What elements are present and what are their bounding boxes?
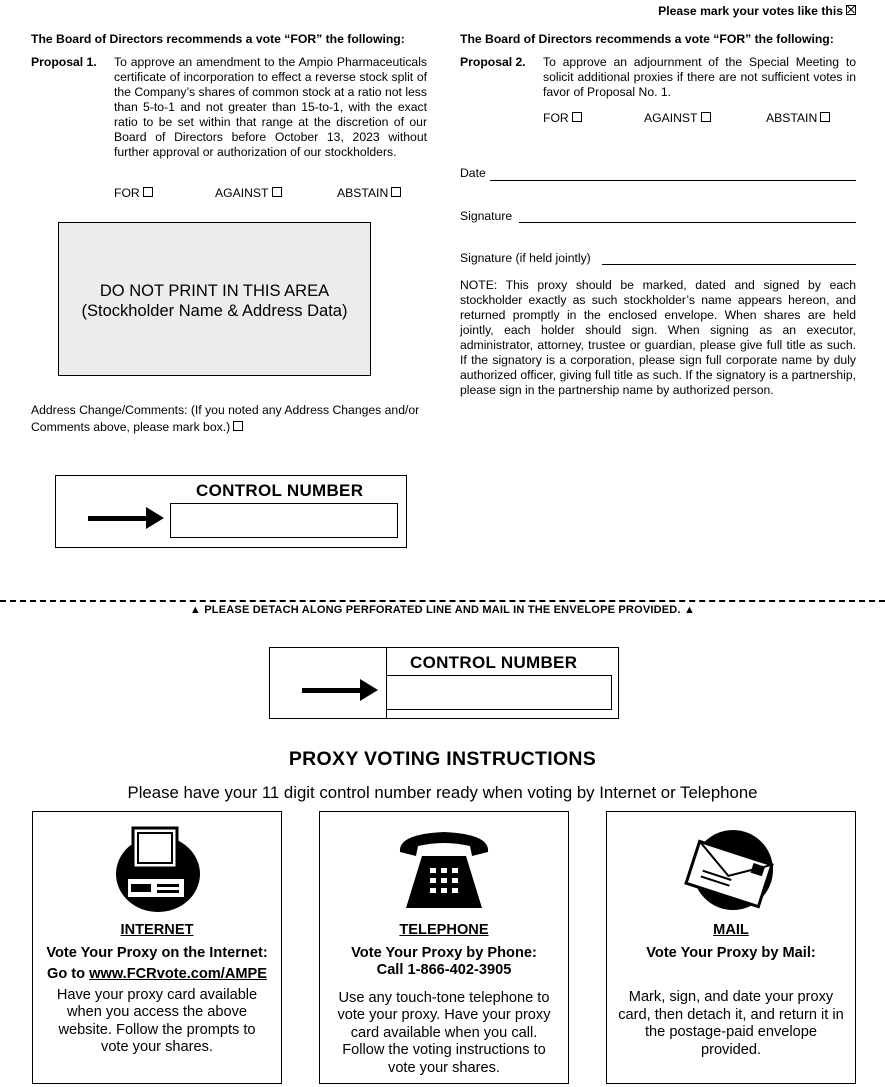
mail-line1: Vote Your Proxy by Mail: [646,944,816,961]
telephone-icon [320,824,568,904]
address-change-checkbox[interactable] [233,421,243,431]
control-number-field[interactable] [170,503,398,538]
date-line[interactable] [490,180,856,181]
proposal-2-abstain-option[interactable] [766,111,830,126]
control-number-card-top [55,475,407,548]
internet-body: Have your proxy card available when you access the above website. Follow the prompts to vote your shares. [56,986,258,1055]
proposal-1-for-label: FOR [114,186,140,200]
proposal-2-against-option[interactable] [644,111,711,126]
internet-line2 [33,966,281,984]
proposal-2-for-checkbox[interactable] [572,112,582,122]
proposal-1-against-option[interactable] [215,186,282,201]
proposal-2-against-checkbox[interactable] [701,112,711,122]
internet-heading: INTERNET [120,922,194,938]
mail-voting-box [606,811,856,1084]
arrow-right-icon [146,507,164,529]
mail-body: Mark, sign, and date your proxy card, then detach it, and return it in the postage-paid envelope provided. [618,989,844,1058]
address-change-text: Address Change/Comments: (If you noted any Address Changes and/or Comments above, please mark box.) [31,403,420,434]
proposal-2-for-label: FOR [543,111,569,125]
proposal-1-for-option[interactable] [114,186,153,201]
signature-line[interactable] [519,222,856,223]
telephone-heading: TELEPHONE [399,922,489,938]
envelope-icon [607,824,855,904]
proposal-2-label: Proposal 2. [460,55,526,69]
arrow-right-icon-bottom [360,679,378,701]
control-number-label-bottom: CONTROL NUMBER [410,653,578,672]
control-number-card-bottom [269,647,619,719]
proposal-2-abstain-checkbox[interactable] [820,112,830,122]
left-board-recommendation: The Board of Directors recommends a vote “FOR” the following: [31,32,405,46]
control-number-label: CONTROL NUMBER [196,481,364,500]
internet-voting-box [32,811,282,1084]
control-number-field-bottom[interactable] [386,675,612,710]
proposal-1-label: Proposal 1. [31,55,97,69]
proposal-1-text: To approve an amendment to the Ampio Pharmaceuticals certificate of incorporation to effect a reverse stock split of the Company’s shares of common stock at a ratio not less than 5-to-1 and not greater than 15-to-1, with the exact ratio to be set within that range at the discretion of our Board of Directors before October 13, 2023 without further approval or authorization of our stockholders. [114,55,427,159]
perforated-line [0,600,885,602]
telephone-body: Use any touch-tone telephone to vote your proxy. Have your proxy card available when you call. Follow the voting instructions to vote your shares. [337,989,551,1076]
internet-line1: Vote Your Proxy on the Internet: [46,944,268,961]
detach-instruction: ▲ PLEASE DETACH ALONG PERFORATED LINE AND MAIL IN THE ENVELOPE PROVIDED. ▲ [189,604,696,616]
proposal-2-for-option[interactable] [543,111,582,126]
proposal-1-for-checkbox[interactable] [143,187,153,197]
proposal-1-abstain-checkbox[interactable] [391,187,401,197]
proposal-1-against-label: AGAINST [215,186,269,200]
mark-votes-instruction [658,4,856,19]
internet-url-link[interactable]: www.FCRvote.com/AMPE [89,966,267,982]
note-text: NOTE: This proxy should be marked, dated and signed by each stockholder exactly as such stockholder’s name appears hereon, and returned promptly in the enclosed envelope. When shares are held jointly, each holder should sign. When signing as an executor, administrator, attorney, trustee or guardian, please give full title as such. If the signatory is a corporation, please sign full corporate name by duly authorized officer, giving full title as such. If the signatory is a partnership, please sign in the partnership name by authorized person. [460,278,856,397]
mark-votes-text: Please mark your votes like this [658,4,843,18]
telephone-line1: Vote Your Proxy by Phone: [351,944,537,961]
signature-joint-label: Signature (if held jointly) [460,251,591,265]
address-change-comments[interactable] [31,402,427,436]
proposal-1-abstain-label: ABSTAIN [337,186,389,200]
arrow-shaft [88,516,148,521]
signature-label: Signature [460,209,513,223]
marked-checkbox-example-icon [846,5,856,15]
signature-joint-line[interactable] [602,264,856,265]
date-label: Date [460,166,486,180]
proposal-2-abstain-label: ABSTAIN [766,111,818,125]
internet-go-to: Go to [46,966,90,982]
arrow-shaft-bottom [302,688,362,693]
telephone-voting-box [319,811,569,1084]
proposal-2-text: To approve an adjournment of the Special Meeting to solicit additional proxies if there are not sufficient votes in favor of Proposal No. 1. [543,55,856,99]
stockholder-address-placeholder: (Stockholder Name & Address Data) [81,302,348,320]
proposal-2-against-label: AGAINST [644,111,698,125]
instructions-subtitle: Please have your 11 digit control number ready when voting by Internet or Telephone [127,783,758,802]
right-board-recommendation: The Board of Directors recommends a vote “FOR” the following: [460,32,834,46]
proposal-1-abstain-option[interactable] [337,186,401,201]
do-not-print-heading: DO NOT PRINT IN THIS AREA [99,282,330,300]
instructions-title: PROXY VOTING INSTRUCTIONS [288,748,597,770]
do-not-print-area [58,222,371,376]
mail-heading: MAIL [713,922,749,938]
computer-icon [33,824,281,904]
telephone-number[interactable]: Call 1-866-402-3905 [376,962,512,978]
proposal-1-against-checkbox[interactable] [272,187,282,197]
